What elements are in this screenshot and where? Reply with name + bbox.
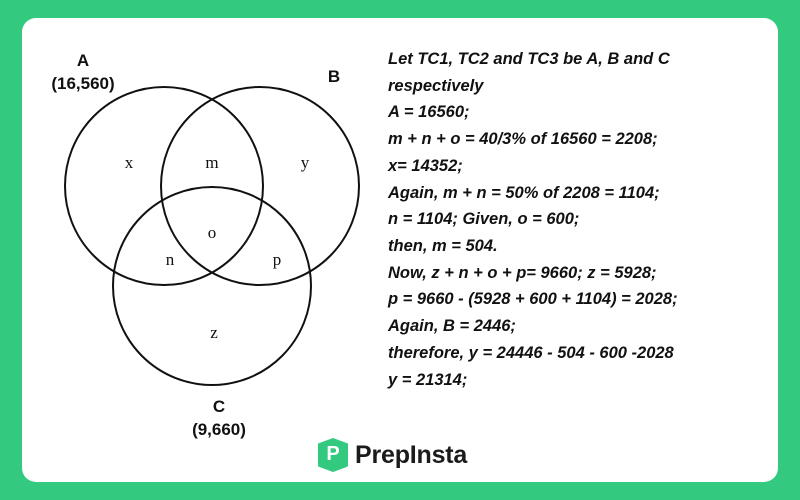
set-name-c: C xyxy=(212,397,226,416)
solution-line: x= 14352; xyxy=(388,156,463,175)
solution-text xyxy=(388,46,776,393)
set-name-b: B xyxy=(327,67,341,86)
solution-line: n = 1104; Given, o = 600; xyxy=(388,210,580,229)
set-name-a: A xyxy=(76,51,90,70)
venn-circle-c xyxy=(112,186,312,386)
solution-line: y = 21314; xyxy=(388,370,468,389)
solution-line: Now, z + n + o + p= 9660; z = 5928; xyxy=(388,263,657,282)
solution-line: therefore, y = 24446 - 504 - 600 -2028 xyxy=(388,343,674,362)
solution-line: Again, B = 2446; xyxy=(388,317,516,336)
solution-line: respectively xyxy=(388,76,484,95)
set-caption-a xyxy=(38,50,128,96)
venn-region-m: m xyxy=(205,153,219,172)
set-value-a: (16,560) xyxy=(51,73,115,93)
venn-region-z: z xyxy=(210,323,218,342)
hexagon-p-icon xyxy=(318,438,348,472)
solution-line: p = 9660 - (5928 + 600 + 1104) = 2028; xyxy=(388,290,678,309)
solution-line: m + n + o = 40/3% of 16560 = 2208; xyxy=(388,130,658,149)
content-card xyxy=(22,18,778,482)
brand-logo xyxy=(318,438,467,472)
solution-line: Let TC1, TC2 and TC3 be A, B and C xyxy=(388,50,670,68)
set-caption-c xyxy=(174,396,264,442)
set-caption-b xyxy=(314,66,354,89)
venn-region-n: n xyxy=(165,250,175,269)
venn-region-y: y xyxy=(300,153,310,172)
venn-region-x: x xyxy=(124,153,134,172)
set-value-c: (9,660) xyxy=(192,419,246,439)
solution-line: then, m = 504. xyxy=(388,237,498,256)
venn-region-p: p xyxy=(272,250,282,269)
solution-line: Again, m + n = 50% of 2208 = 1104; xyxy=(388,183,660,202)
brand-name: PrepInsta xyxy=(355,440,468,469)
venn-diagram xyxy=(22,18,402,448)
solution-line: A = 16560; xyxy=(388,103,470,122)
venn-region-o: o xyxy=(207,223,217,242)
